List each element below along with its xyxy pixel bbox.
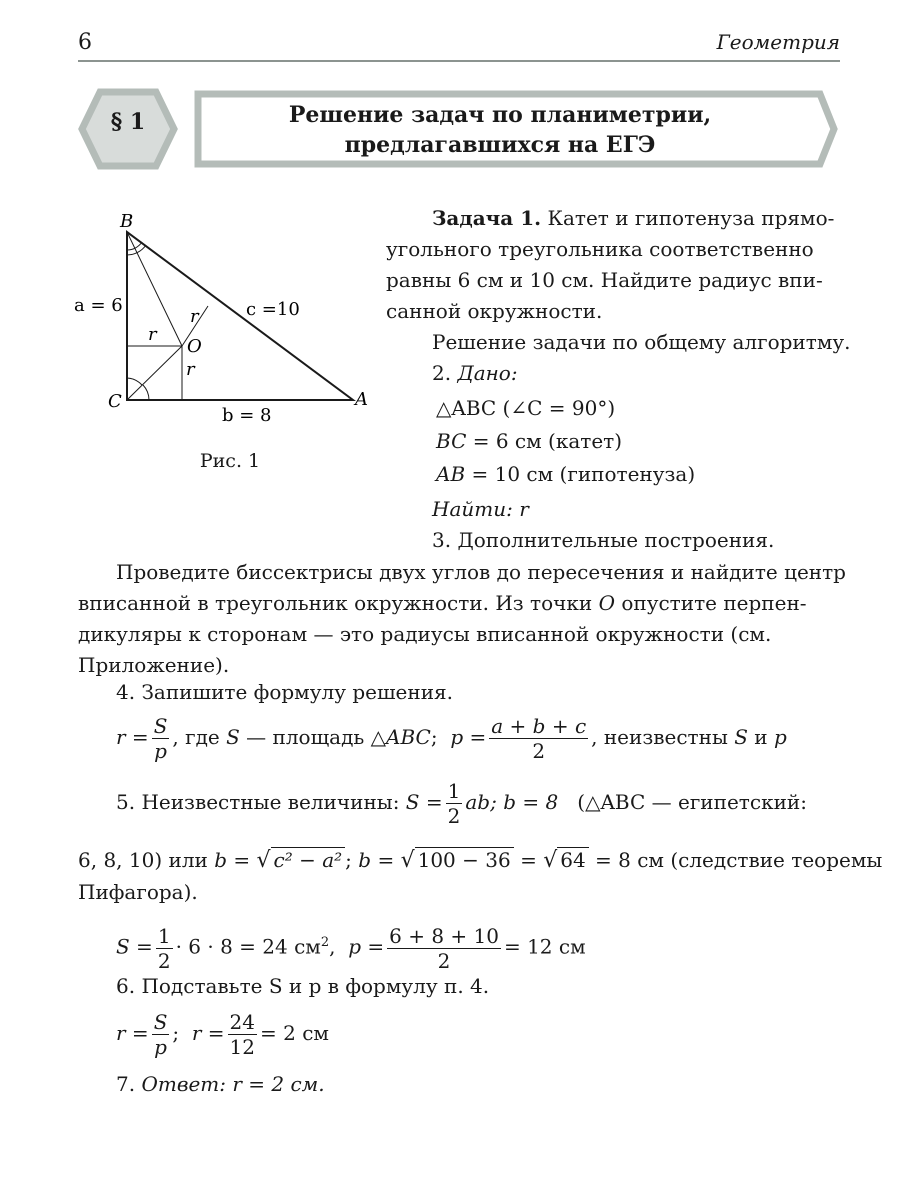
equals: =	[520, 848, 537, 872]
paragraph-line-3: дикуляры к сторонам — это радиусы вписанной окружности (см.	[78, 622, 772, 646]
fraction-s-over-p	[152, 714, 170, 763]
frac-num: 6 + 8 + 10	[389, 923, 499, 948]
fraction-s-over-p	[152, 1010, 170, 1059]
paragraph-line-2	[78, 587, 807, 619]
given-label: Дано:	[457, 361, 518, 385]
answer-label: Ответ:	[141, 1072, 226, 1096]
area-calc: · 6 · 8 = 24 см	[175, 934, 321, 959]
fraction-perimeter	[387, 924, 501, 973]
given-ab-name: AB	[436, 462, 466, 486]
given-heading	[432, 357, 518, 389]
sqrt-64: 64	[557, 847, 588, 872]
step-7-answer	[116, 1068, 325, 1100]
numbers-text: 6, 8, 10) или	[78, 848, 215, 872]
r-equals: r =	[116, 1021, 149, 1045]
r-result: = 2 см	[260, 1021, 329, 1045]
radical-sign: √	[256, 848, 271, 873]
s-var: S	[734, 725, 748, 749]
section-title	[210, 100, 790, 160]
frac-den: 2	[447, 804, 461, 828]
sqrt-100-36: 100 − 36	[415, 847, 514, 872]
angle-mark-c1	[127, 378, 142, 385]
radical-sign: √	[400, 848, 415, 873]
frac-den: 2	[157, 948, 171, 973]
label-o: O	[187, 336, 202, 357]
running-header	[78, 26, 840, 62]
page-number: 6	[78, 30, 92, 55]
triangle-abc	[127, 232, 353, 400]
label-b: B	[120, 211, 134, 232]
semicolon: ;	[172, 1021, 180, 1045]
given-bc	[436, 425, 622, 457]
problem-line-3: равны 6 см и 10 см. Найдите радиус впи-	[386, 268, 823, 292]
p-equals: p =	[450, 725, 487, 749]
given-triangle: △ABC (∠C = 90°)	[436, 396, 616, 420]
frac-num: 24	[229, 1010, 255, 1034]
step-6-formula	[116, 1008, 329, 1059]
frac-den: p	[154, 1035, 167, 1059]
label-b-side: b = 8	[222, 405, 272, 426]
step-4-title: 4. Запишите формулу решения.	[116, 680, 454, 704]
problem-heading: Задача 1.	[432, 206, 542, 230]
and-text: и	[747, 725, 774, 749]
bisector-c	[127, 346, 182, 400]
comma: ,	[329, 934, 336, 959]
where-text: , где	[172, 725, 227, 749]
paragraph-text-2a: вписанной в треугольник окружности. Из точки	[78, 591, 599, 615]
find-line	[432, 493, 529, 525]
solution-intro: Решение задачи по общему алгоритму.	[432, 330, 851, 354]
label-r-hyp: r	[190, 306, 199, 327]
given-bc-value: = 6 см (катет)	[472, 429, 623, 453]
b-equals: b =	[214, 848, 251, 872]
step-3: 3. Дополнительные построения.	[432, 528, 775, 552]
s-var: S	[226, 725, 240, 749]
answer-value: r = 2 см.	[232, 1072, 325, 1096]
sqrt-c2-a2: c² − a²	[271, 847, 346, 872]
angle-mark-b1	[127, 242, 142, 250]
squared: 2	[320, 935, 330, 950]
radical-sign: √	[543, 848, 558, 873]
label-c-side: c =10	[246, 299, 300, 320]
p-var: p	[773, 725, 787, 749]
section-number: § 1	[110, 109, 146, 135]
frac-den: 2	[437, 948, 451, 973]
step-4-formula	[116, 712, 787, 763]
given-ab	[436, 458, 695, 490]
frac-num: S	[153, 1010, 168, 1034]
s-equals: S =	[405, 790, 443, 814]
problem-line-2: угольного треугольника соответственно	[386, 237, 814, 261]
frac-den: 2	[532, 739, 546, 763]
fraction-one-half	[156, 924, 173, 973]
abc-var: ABC	[386, 725, 431, 749]
find-label: Найти:	[432, 497, 513, 521]
label-r-down: r	[186, 359, 195, 380]
paragraph-text-2c: опустите перпен-	[614, 591, 807, 615]
ab-var: ab	[465, 790, 491, 814]
semicolon: ;	[345, 848, 352, 872]
problem-text-1: Катет и гипотенуза прямо-	[547, 206, 835, 230]
section-title-line1: Решение задач по планиметрии,	[288, 102, 712, 128]
step-5-line-2	[78, 844, 882, 877]
fraction-24-12	[228, 1010, 257, 1059]
fraction-one-half	[446, 779, 463, 828]
given-ab-value: = 10 см (гипотенуза)	[471, 462, 696, 486]
section-title-line2: предлагавшихся на ЕГЭ	[344, 132, 656, 158]
step-6-title: 6. Подставьте S и p в формулу п. 4.	[116, 974, 490, 998]
triangle-figure	[70, 205, 390, 435]
label-r-left: r	[148, 324, 157, 345]
frac-num: 1	[447, 779, 461, 803]
label-a-side: a = 6	[74, 295, 123, 316]
p-result: = 12 см	[503, 934, 586, 959]
frac-num: a + b + c	[491, 714, 587, 738]
given-number: 2.	[432, 361, 452, 385]
paragraph-line-1: Проведите биссектрисы двух углов до пересечения и найдите центр	[116, 560, 846, 584]
r-equals: r =	[116, 725, 149, 749]
frac-num: 1	[157, 923, 171, 948]
angle-mark-c2	[143, 385, 149, 400]
area-text: — площадь △	[239, 725, 387, 749]
frac-den: p	[154, 739, 167, 763]
running-title: Геометрия	[716, 30, 840, 54]
step-7-number: 7.	[116, 1072, 136, 1096]
problem-line-1	[432, 202, 840, 234]
semicolon: ;	[430, 725, 438, 749]
fraction-semiperimeter	[489, 714, 588, 763]
problem-line-4: санной окружности.	[386, 299, 603, 323]
point-o: O	[598, 591, 615, 615]
figure-caption: Рис. 1	[199, 450, 261, 472]
paragraph-line-4: Приложение).	[78, 653, 230, 677]
b-equals-8: ; b = 8	[490, 790, 559, 814]
b-equals: b =	[358, 848, 395, 872]
r-equals: r =	[191, 1021, 225, 1045]
label-a: A	[355, 389, 368, 410]
s-equals: S =	[116, 934, 153, 959]
frac-den: 12	[229, 1035, 255, 1059]
step-5-text: 5. Неизвестные величины:	[116, 790, 406, 814]
label-c: C	[108, 391, 122, 412]
step-5-line-3: Пифагора).	[78, 880, 198, 904]
frac-num: S	[153, 714, 168, 738]
given-bc-name: BC	[436, 429, 467, 453]
unknowns-text: , неизвестны	[591, 725, 735, 749]
p-equals: p =	[348, 934, 385, 959]
step-5-line-1	[116, 776, 807, 828]
egyptian-text: (△ABC — египетский:	[577, 790, 807, 814]
result-text: = 8 см (следствие теоремы	[595, 848, 883, 872]
calc-line	[116, 918, 586, 973]
find-value: r	[519, 497, 529, 521]
